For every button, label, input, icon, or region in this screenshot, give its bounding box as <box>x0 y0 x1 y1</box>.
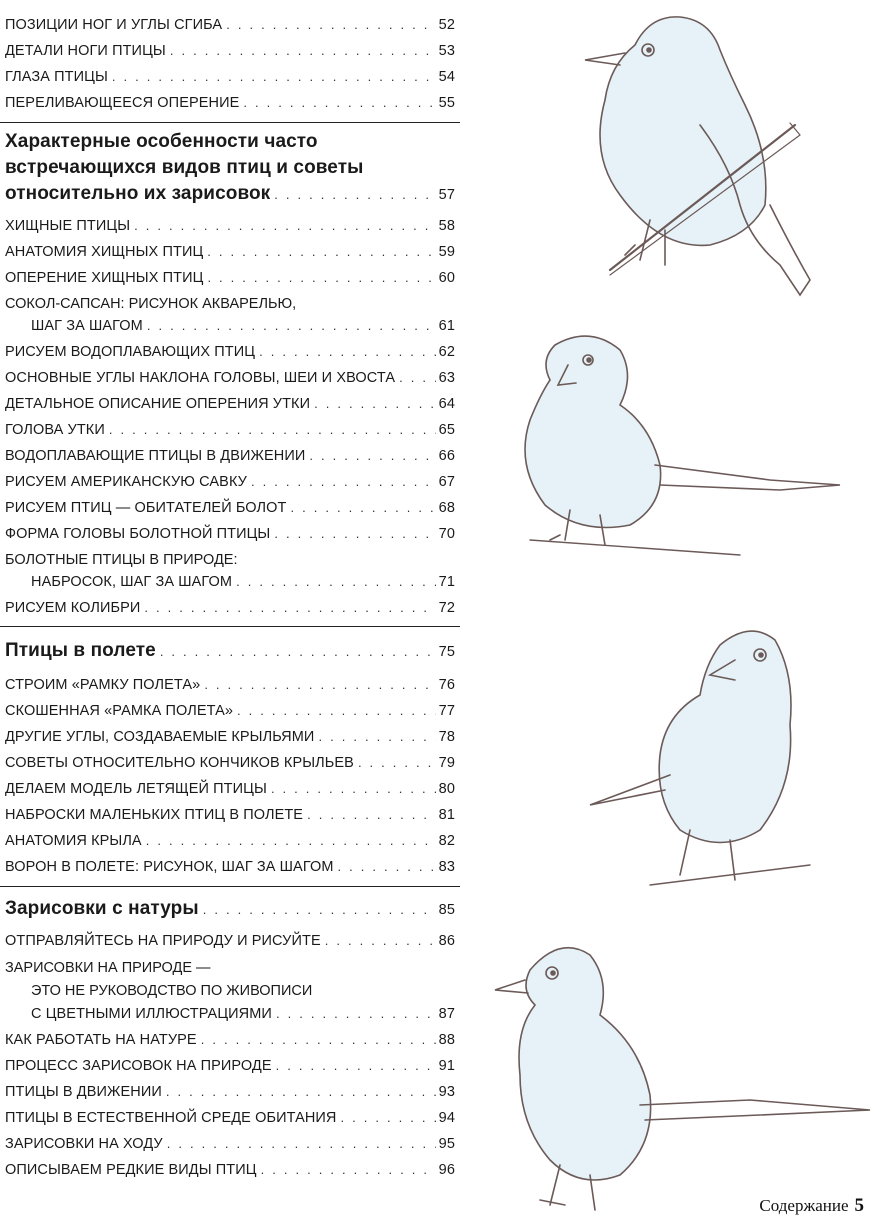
dot-leader <box>276 1006 436 1021</box>
footer-label: Содержание <box>759 1196 849 1215</box>
toc-entry-page: 91 <box>438 1058 455 1074</box>
toc-entry <box>5 1058 455 1074</box>
toc-entry-title: ПРОЦЕСС ЗАРИСОВОК НА ПРИРОДЕ <box>5 1058 272 1074</box>
toc-entry-title: РИСУЕМ КОЛИБРИ <box>5 600 141 616</box>
dot-leader <box>147 318 436 333</box>
toc-entry-page: 57 <box>438 187 455 203</box>
toc-entry-title: ПЕРЕЛИВАЮЩЕЕСЯ ОПЕРЕНИЕ <box>5 95 240 111</box>
toc-entry-title: ЗАРИСОВКИ НА ХОДУ <box>5 1136 163 1152</box>
toc-entry-page: 83 <box>438 859 455 875</box>
toc-entry-page: 52 <box>438 17 455 33</box>
toc-entry-page: 79 <box>438 755 455 771</box>
toc-entry-title: НАБРОСКИ МАЛЕНЬКИХ ПТИЦ В ПОЛЕТЕ <box>5 807 304 823</box>
toc-entry-page: 53 <box>438 43 455 59</box>
bird-sketch-3 <box>570 615 880 905</box>
dot-leader <box>237 703 436 718</box>
toc-entry <box>5 69 455 85</box>
toc-entry-title: ГОЛОВА УТКИ <box>5 422 105 438</box>
section-heading-entry <box>5 640 455 662</box>
section-heading-entry <box>5 183 455 205</box>
dot-leader <box>290 500 435 515</box>
toc-entry-page: 62 <box>438 344 455 360</box>
toc-entry-page: 95 <box>438 1136 455 1152</box>
dot-leader <box>259 344 436 359</box>
toc-entry-title: РИСУЕМ ВОДОПЛАВАЮЩИХ ПТИЦ <box>5 344 256 360</box>
toc-entry-page: 82 <box>438 833 455 849</box>
page-number: 5 <box>854 1195 864 1216</box>
section-heading-line: относительно их зарисовок <box>5 183 271 204</box>
toc-entry-title: СОВЕТЫ ОТНОСИТЕЛЬНО КОНЧИКОВ КРЫЛЬЕВ <box>5 755 354 771</box>
toc-entry-title: ДЕЛАЕМ МОДЕЛЬ ЛЕТЯЩЕЙ ПТИЦЫ <box>5 781 267 797</box>
toc-entry <box>5 422 455 438</box>
dot-leader <box>307 807 436 822</box>
dot-leader <box>274 187 435 202</box>
toc-entry-title: СКОШЕННАЯ «РАМКА ПОЛЕТА» <box>5 703 234 719</box>
toc-entry-page: 68 <box>438 500 455 516</box>
dot-leader <box>338 859 436 874</box>
toc-entry-title: СОКОЛ-САПСАН: РИСУНОК АКВАРЕЛЬЮ, <box>5 296 297 312</box>
toc-entry-title: ЗАРИСОВКИ НА ПРИРОДЕ — <box>5 960 211 976</box>
toc-entry-page: 88 <box>438 1032 455 1048</box>
toc-entry-title: ОТПРАВЛЯЙТЕСЬ НА ПРИРОДУ И РИСУЙТЕ <box>5 933 321 949</box>
toc-entry <box>5 370 455 386</box>
toc-entry <box>5 833 455 849</box>
toc-entry <box>5 574 455 590</box>
bird-sketches <box>460 0 890 1227</box>
toc-entry <box>5 218 455 234</box>
toc-entry-page: 76 <box>438 677 455 693</box>
toc-entry-page: 64 <box>438 396 455 412</box>
bird-sketch-4 <box>490 935 890 1220</box>
toc-entry-page: 66 <box>438 448 455 464</box>
toc-entry <box>5 600 455 616</box>
toc-entry-title: КАК РАБОТАТЬ НА НАТУРЕ <box>5 1032 197 1048</box>
toc-entry <box>5 344 455 360</box>
toc-entry <box>5 807 455 823</box>
dot-leader <box>358 755 436 770</box>
toc-entry <box>5 933 455 949</box>
section-divider <box>0 626 460 627</box>
dot-leader <box>399 370 436 385</box>
toc-entry-page: 71 <box>438 574 455 590</box>
toc-entry-page: 78 <box>438 729 455 745</box>
toc-entry-title: СТРОИМ «РАМКУ ПОЛЕТА» <box>5 677 201 693</box>
toc-entry <box>5 43 455 59</box>
toc-entry <box>5 17 455 33</box>
toc-entry-page: 58 <box>438 218 455 234</box>
dot-leader <box>276 1058 436 1073</box>
toc-entry-page: 70 <box>438 526 455 542</box>
dot-leader <box>341 1110 436 1125</box>
toc-entry <box>5 318 455 334</box>
toc-entry <box>5 474 455 490</box>
dot-leader <box>318 729 435 744</box>
toc-entry-title-continued: НАБРОСОК, ШАГ ЗА ШАГОМ <box>31 574 233 590</box>
dot-leader <box>146 833 436 848</box>
toc-entry-title: ГЛАЗА ПТИЦЫ <box>5 69 108 85</box>
dot-leader <box>309 448 435 463</box>
toc-entry-page: 75 <box>438 644 455 660</box>
dot-leader <box>167 1136 436 1151</box>
dot-leader <box>207 244 435 259</box>
toc-entry-page: 87 <box>438 1006 455 1022</box>
dot-leader <box>166 1084 436 1099</box>
toc-entry-title: ДРУГИЕ УГЛЫ, СОЗДАВАЕМЫЕ КРЫЛЬЯМИ <box>5 729 315 745</box>
section-heading-line: Характерные особенности часто <box>5 131 318 152</box>
toc-entry-title-continued: С ЦВЕТНЫМИ ИЛЛЮСТРАЦИЯМИ <box>31 1006 272 1022</box>
section-heading-line: встречающихся видов птиц и советы <box>5 157 364 178</box>
toc-entry-title: АНАТОМИЯ ХИЩНЫХ ПТИЦ <box>5 244 204 260</box>
toc-entry-page: 93 <box>438 1084 455 1100</box>
toc-entry-page: 54 <box>438 69 455 85</box>
toc-entry-title: РИСУЕМ АМЕРИКАНСКУЮ САВКУ <box>5 474 247 490</box>
bird-sketch-1 <box>580 5 880 305</box>
toc-entry-page: 85 <box>438 902 455 918</box>
toc-entry-title: ПОЗИЦИИ НОГ И УГЛЫ СГИБА <box>5 17 223 33</box>
dot-leader <box>226 17 435 32</box>
toc-entry <box>5 396 455 412</box>
toc-entry-title: АНАТОМИЯ КРЫЛА <box>5 833 142 849</box>
dot-leader <box>325 933 436 948</box>
toc-entry-page: 86 <box>438 933 455 949</box>
toc-entry <box>5 1006 455 1022</box>
page-footer <box>759 1195 864 1217</box>
section-divider <box>0 886 460 887</box>
toc-entry-page: 59 <box>438 244 455 260</box>
dot-leader <box>204 677 435 692</box>
toc-entry <box>5 1084 455 1100</box>
toc-entry-title: ВОДОПЛАВАЮЩИЕ ПТИЦЫ В ДВИЖЕНИИ <box>5 448 306 464</box>
toc-entry-title-continued: ЭТО НЕ РУКОВОДСТВО ПО ЖИВОПИСИ <box>31 983 313 999</box>
toc-entry <box>5 448 455 464</box>
toc-entry-title: ДЕТАЛИ НОГИ ПТИЦЫ <box>5 43 166 59</box>
toc-entry <box>5 244 455 260</box>
dot-leader <box>160 644 436 659</box>
toc-entry <box>5 95 455 111</box>
dot-leader <box>203 902 436 917</box>
section-heading-entry <box>5 898 455 920</box>
toc-entry-page: 96 <box>438 1162 455 1178</box>
toc-entry-page: 67 <box>438 474 455 490</box>
toc-entry <box>5 526 455 542</box>
toc-entry-page: 65 <box>438 422 455 438</box>
toc-entry-page: 80 <box>438 781 455 797</box>
dot-leader <box>207 270 435 285</box>
dot-leader <box>109 422 436 437</box>
toc-entry-page: 77 <box>438 703 455 719</box>
toc-entry <box>5 1162 455 1178</box>
dot-leader <box>236 574 436 589</box>
toc-entry-title: ФОРМА ГОЛОВЫ БОЛОТНОЙ ПТИЦЫ <box>5 526 271 542</box>
section-heading-line: Птицы в полете <box>5 640 156 661</box>
toc-entry <box>5 729 455 745</box>
toc-entry <box>5 1032 455 1048</box>
dot-leader <box>314 396 436 411</box>
toc-entry-page: 60 <box>438 270 455 286</box>
toc-entry-title: ОПИСЫВАЕМ РЕДКИЕ ВИДЫ ПТИЦ <box>5 1162 257 1178</box>
toc-entry <box>5 1110 455 1126</box>
toc-entry-page: 55 <box>438 95 455 111</box>
toc-entry-title: ДЕТАЛЬНОЕ ОПИСАНИЕ ОПЕРЕНИЯ УТКИ <box>5 396 311 412</box>
toc-entry <box>5 500 455 516</box>
toc-entry-page: 81 <box>438 807 455 823</box>
toc-entry <box>5 270 455 286</box>
dot-leader <box>201 1032 436 1047</box>
toc-entry <box>5 781 455 797</box>
toc-entry-title: ПТИЦЫ В ЕСТЕСТВЕННОЙ СРЕДЕ ОБИТАНИЯ <box>5 1110 337 1126</box>
toc-entry-title: ВОРОН В ПОЛЕТЕ: РИСУНОК, ШАГ ЗА ШАГОМ <box>5 859 334 875</box>
toc-entry-title: ПТИЦЫ В ДВИЖЕНИИ <box>5 1084 162 1100</box>
dot-leader <box>144 600 435 615</box>
toc-entry-title: ОПЕРЕНИЕ ХИЩНЫХ ПТИЦ <box>5 270 204 286</box>
dot-leader <box>251 474 436 489</box>
toc-entry-title: ХИЩНЫЕ ПТИЦЫ <box>5 218 131 234</box>
toc-entry <box>5 859 455 875</box>
section-divider <box>0 122 460 123</box>
dot-leader <box>271 781 436 796</box>
dot-leader <box>112 69 436 84</box>
toc-entry-title: ОСНОВНЫЕ УГЛЫ НАКЛОНА ГОЛОВЫ, ШЕИ И ХВОСТА <box>5 370 396 386</box>
section-heading-line: Зарисовки с натуры <box>5 898 199 919</box>
toc-entry <box>5 703 455 719</box>
toc-entry-page: 63 <box>438 370 455 386</box>
toc-entry-title: БОЛОТНЫЕ ПТИЦЫ В ПРИРОДЕ: <box>5 552 238 568</box>
toc-entry-page: 61 <box>438 318 455 334</box>
dot-leader <box>261 1162 436 1177</box>
toc-entry <box>5 677 455 693</box>
dot-leader <box>134 218 435 233</box>
dot-leader <box>274 526 435 541</box>
bird-sketch-2 <box>510 325 850 565</box>
dot-leader <box>170 43 436 58</box>
toc-entry-title: РИСУЕМ ПТИЦ — ОБИТАТЕЛЕЙ БОЛОТ <box>5 500 287 516</box>
toc-entry-page: 72 <box>438 600 455 616</box>
toc-entry-page: 94 <box>438 1110 455 1126</box>
toc-entry <box>5 1136 455 1152</box>
toc-entry-title-continued: ШАГ ЗА ШАГОМ <box>31 318 143 334</box>
toc-entry <box>5 755 455 771</box>
dot-leader <box>243 95 435 110</box>
